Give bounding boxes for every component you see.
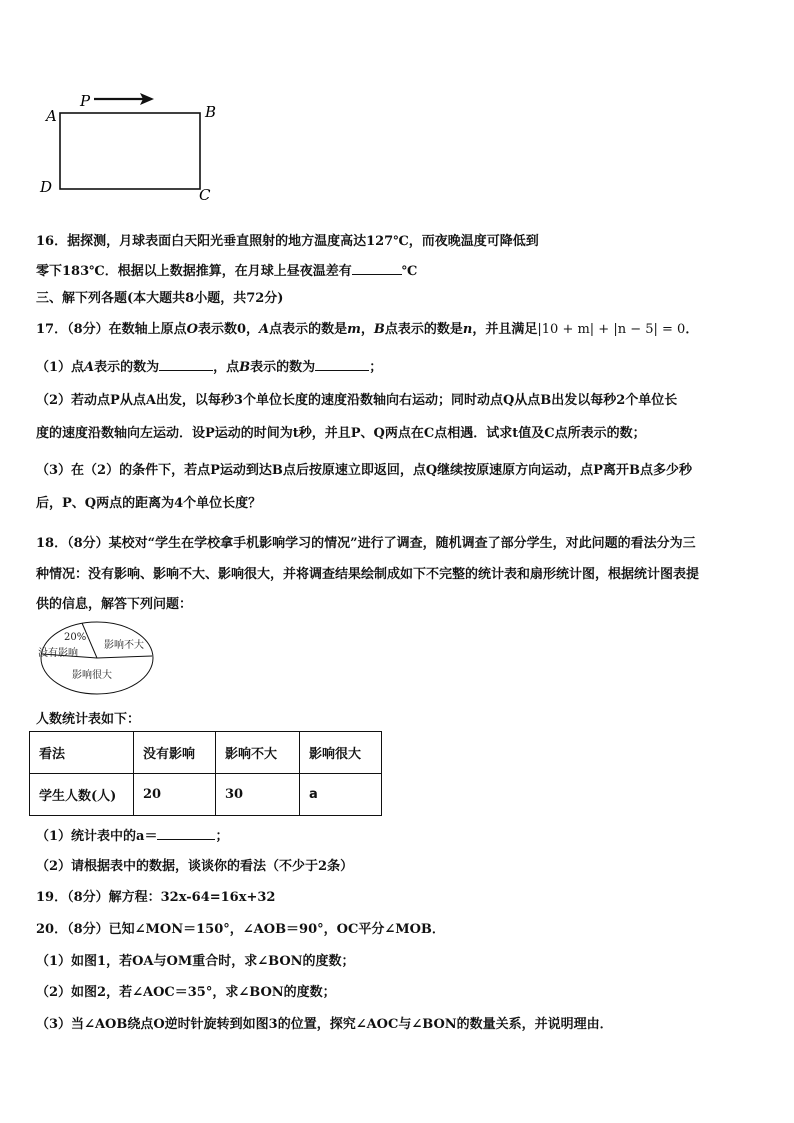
q17-part2-line1: （2）若动点P从点A出发，以每秒3个单位长度的速度沿数轴向右运动；同时动点Q从点B出发以每秒2个单位长 bbox=[36, 393, 678, 408]
q17-stem-a: 17．（8分）在数轴上原点 bbox=[36, 322, 187, 337]
q20-part2: （2）如图2，若∠AOC＝35°，求∠BON的度数； bbox=[36, 985, 336, 1000]
table-header-cell: 影响不大 bbox=[216, 732, 300, 774]
label-p: P bbox=[80, 92, 91, 110]
q16-answer-blank[interactable] bbox=[352, 261, 402, 275]
q17-stem-c: 点表示的数是 bbox=[269, 322, 348, 337]
q17-stem-e: 点表示的数是 bbox=[384, 322, 463, 337]
q20-part3: （3）当∠AOB绕点O逆时针旋转到如图3的位置，探究∠AOC与∠BON的数量关系，并说明理由． bbox=[36, 1017, 613, 1032]
stat-table bbox=[29, 731, 382, 816]
q17-stem bbox=[36, 318, 698, 337]
q20-stem: 20．（8分）已知∠MON＝150°，∠AOB＝90°，OC平分∠MOB． bbox=[36, 922, 445, 937]
q18-p1-a: （1）统计表中的a＝ bbox=[36, 829, 158, 844]
q17-p1-c: ，点 bbox=[213, 360, 240, 375]
q20-part1: （1）如图1，若OA与OM重合时，求∠BON的度数； bbox=[36, 954, 355, 969]
pie-chart bbox=[36, 618, 166, 698]
rectangle-figure bbox=[36, 86, 226, 206]
table-cell: 20 bbox=[134, 774, 216, 816]
q17-p1-blank-a[interactable] bbox=[159, 357, 213, 371]
label-d: D bbox=[40, 178, 53, 196]
q18-p1-b: ； bbox=[215, 829, 229, 844]
q17-p1-d: 表示的数为 bbox=[250, 360, 316, 375]
q16-line2-prefix: 零下183℃．根据以上数据推算，在月球上昼夜温差有 bbox=[36, 264, 352, 279]
table-row bbox=[30, 774, 382, 816]
table-cell: 30 bbox=[216, 774, 300, 816]
q17-p1-a: （1）点 bbox=[36, 360, 85, 375]
label-c: C bbox=[199, 186, 211, 204]
q17-p1-var-b: B bbox=[239, 360, 251, 375]
table-header-cell: 影响很大 bbox=[300, 732, 382, 774]
q17-part3-line1: （3）在（2）的条件下，若点P运动到达B点后按原速立即返回，点Q继续按原速原方向运动，点P离开B点多少秒 bbox=[36, 463, 692, 478]
q18-table-caption: 人数统计表如下： bbox=[36, 712, 141, 727]
table-header-cell: 没有影响 bbox=[134, 732, 216, 774]
table-cell: 学生人数(人) bbox=[30, 774, 134, 816]
pie-label-small: 影响不大 bbox=[104, 640, 144, 651]
q17-formula: |10 + m| + |n − 5| = 0 bbox=[537, 322, 686, 337]
q18-line1: 18．（8分）某校对“学生在学校拿手机影响学习的情况”进行了调查，随机调查了部分学生，对此问题的看法分为三 bbox=[36, 536, 696, 551]
q17-var-o: O bbox=[186, 322, 198, 337]
q17-p1-b: 表示的数为 bbox=[94, 360, 160, 375]
pie-label-no-effect: 没有影响 bbox=[38, 648, 78, 659]
q18-part2: （2）请根据表中的数据，谈谈你的看法（不少于2条） bbox=[36, 859, 354, 874]
q17-part2-line2: 度的速度沿数轴向左运动．设P运动的时间为t秒，并且P、Q两点在C点相遇．试求t值及C点所表示的数； bbox=[36, 426, 646, 441]
q17-var-b: B bbox=[373, 322, 385, 337]
q17-var-a: A bbox=[259, 322, 270, 337]
q17-stem-b: 表示数0， bbox=[197, 322, 260, 337]
q17-part1 bbox=[36, 356, 382, 375]
q17-stem-f: ，并且满足 bbox=[472, 322, 538, 337]
q17-stem-g: ． bbox=[685, 322, 699, 337]
table-header-cell: 看法 bbox=[30, 732, 134, 774]
section3-title: 三、解下列各题(本大题共8小题，共72分) bbox=[36, 291, 284, 306]
q16-line1: 16．据探测，月球表面白天阳光垂直照射的地方温度高达127℃，而夜晚温度可降低到 bbox=[36, 234, 539, 249]
table-row bbox=[30, 732, 382, 774]
q18-part1 bbox=[36, 825, 229, 844]
q17-p1-var-a: A bbox=[84, 360, 95, 375]
q18-answer-blank[interactable] bbox=[157, 826, 215, 840]
table-cell: a bbox=[300, 774, 382, 816]
q16-line2 bbox=[36, 260, 417, 279]
q17-var-m: m bbox=[347, 322, 361, 337]
q17-stem-d: ， bbox=[360, 322, 374, 337]
q17-p1-e: ； bbox=[369, 360, 383, 375]
q18-line3: 供的信息，解答下列问题： bbox=[36, 597, 193, 612]
label-a: A bbox=[46, 107, 57, 125]
pie-label-large: 影响很大 bbox=[72, 670, 112, 681]
q18-line2: 种情况：没有影响、影响不大、影响很大，并将调查结果绘制成如下不完整的统计表和扇形统计图，根据统计图表提 bbox=[36, 567, 700, 582]
pie-divider-right bbox=[97, 656, 152, 658]
q17-var-n: n bbox=[462, 322, 473, 337]
q17-p1-blank-b[interactable] bbox=[315, 357, 369, 371]
rectangle-abcd bbox=[60, 113, 200, 189]
label-b: B bbox=[205, 103, 217, 121]
q19-text: 19．（8分）解方程：32x-64=16x+32 bbox=[36, 890, 276, 905]
q16-line2-suffix: ℃ bbox=[401, 264, 418, 279]
q17-part3-line2: 后，P、Q两点的距离为4个单位长度？ bbox=[36, 496, 262, 511]
pie-pct-label: 20% bbox=[64, 632, 87, 643]
